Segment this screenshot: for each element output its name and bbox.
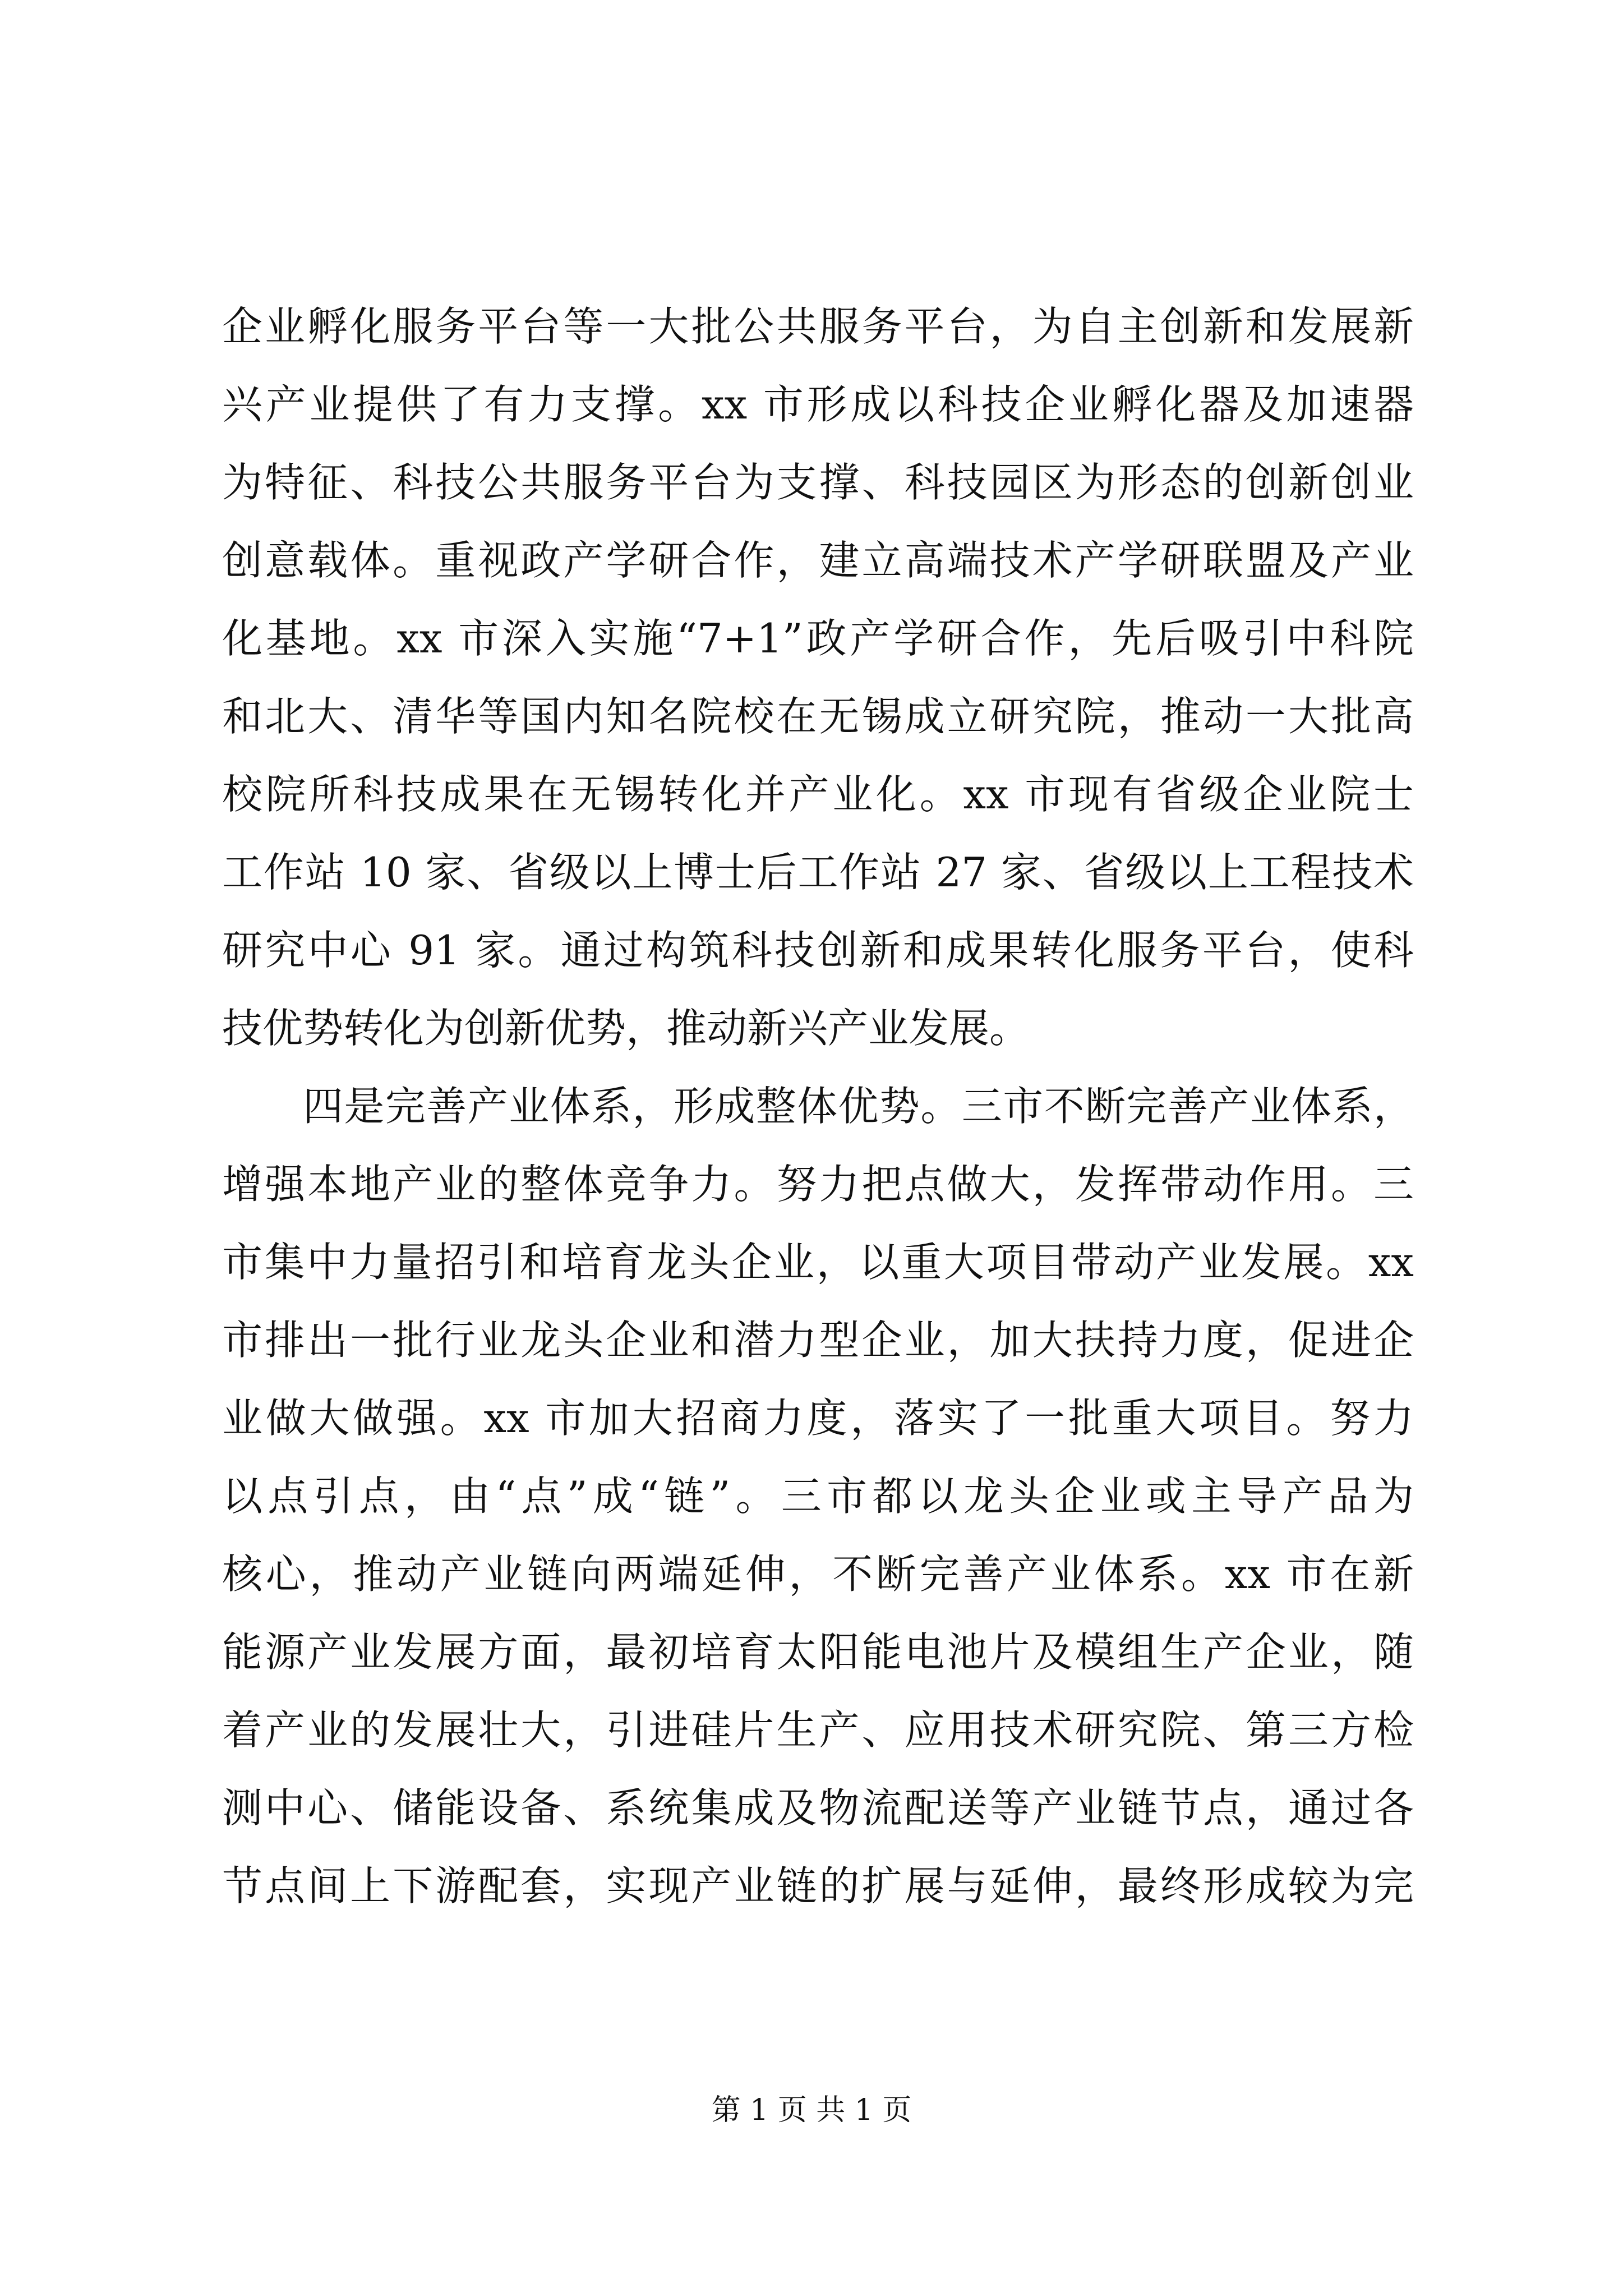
body-text-line: 技优势转化为创新优势，推动新兴产业发展。	[222, 1005, 1030, 1052]
body-text-line: 节点间上下游配套，实现产业链的扩展与延伸，最终形成较为完	[222, 1862, 1414, 1910]
body-text-line: 创意载体。重视政产学研合作，建立高端技术产学研联盟及产业	[222, 537, 1414, 584]
body-text-line: 业做大做强。xx 市加大招商力度，落实了一批重大项目。努力	[222, 1395, 1414, 1442]
body-text-line: 为特征、科技公共服务平台为支撑、科技园区为形态的创新创业	[222, 459, 1414, 506]
body-text-line: 以点引点，由“点”成“链”。三市都以龙头企业或主导产品为	[222, 1473, 1414, 1520]
body-text-line: 增强本地产业的整体竞争力。努力把点做大，发挥带动作用。三	[222, 1161, 1414, 1208]
page-footer: 第 1 页 共 1 页	[711, 2093, 912, 2127]
body-text-line: 工作站 10 家、省级以上博士后工作站 27 家、省级以上工程技术	[222, 849, 1414, 896]
body-text-line: 校院所科技成果在无锡转化并产业化。xx 市现有省级企业院士	[222, 771, 1414, 818]
body-text-line: 能源产业发展方面，最初培育太阳能电池片及模组生产企业，随	[222, 1628, 1414, 1676]
body-text-line: 核心，推动产业链向两端延伸，不断完善产业体系。xx 市在新	[222, 1550, 1414, 1598]
body-text-line: 着产业的发展壮大，引进硅片生产、应用技术研究院、第三方检	[222, 1706, 1414, 1754]
body-text-line: 研究中心 91 家。通过构筑科技创新和成果转化服务平台，使科	[222, 927, 1414, 974]
body-text-line: 市排出一批行业龙头企业和潜力型企业，加大扶持力度，促进企	[222, 1317, 1414, 1364]
body-text-line: 企业孵化服务平台等一大批公共服务平台，为自主创新和发展新	[222, 303, 1414, 350]
body-text-line: 兴产业提供了有力支撑。xx 市形成以科技企业孵化器及加速器	[222, 381, 1414, 428]
body-text-line: 市集中力量招引和培育龙头企业，以重大项目带动产业发展。xx	[222, 1239, 1414, 1286]
paragraph-first-line: 四是完善产业体系，形成整体优势。三市不断完善产业体系，	[303, 1083, 1414, 1130]
body-text-line: 和北大、清华等国内知名院校在无锡成立研究院，推动一大批高	[222, 693, 1414, 740]
body-text-line: 化基地。xx 市深入实施“7+1”政产学研合作，先后吸引中科院	[222, 615, 1414, 662]
body-text-line: 测中心、储能设备、系统集成及物流配送等产业链节点，通过各	[222, 1784, 1414, 1832]
